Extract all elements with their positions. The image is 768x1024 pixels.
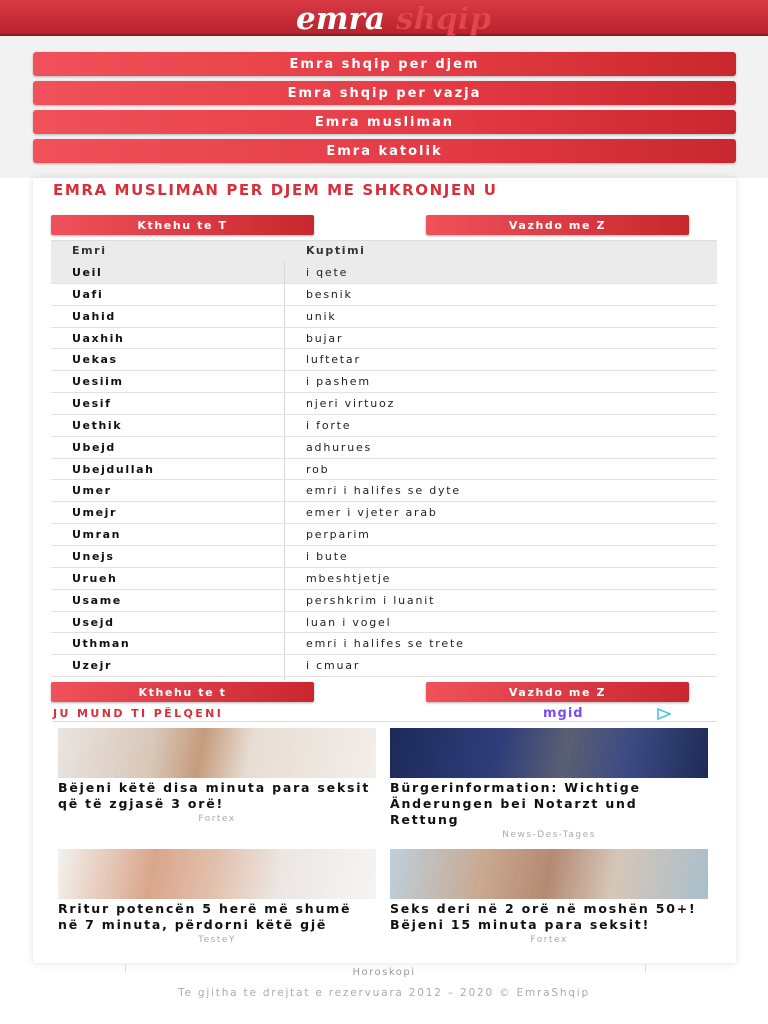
name-cell: Uekas xyxy=(72,353,118,367)
footer-link-horoscope[interactable]: Horoskopi xyxy=(352,967,416,978)
table-row xyxy=(51,590,717,612)
ad-image[interactable] xyxy=(390,728,708,778)
table-row xyxy=(51,612,717,634)
meaning-cell: emri i halifes se dyte xyxy=(306,484,461,498)
ad-card[interactable] xyxy=(58,849,376,945)
table-row xyxy=(51,415,717,437)
table-row xyxy=(51,284,717,306)
table-row xyxy=(51,437,717,459)
table-row xyxy=(51,524,717,546)
name-cell: Uahid xyxy=(72,309,116,323)
ad-source: TesteY xyxy=(198,935,236,945)
category-menu xyxy=(0,36,768,178)
logo-text-shqip: shqip xyxy=(396,1,492,36)
name-cell: Uaxhih xyxy=(72,331,125,345)
table-row xyxy=(51,502,717,524)
name-cell: Usejd xyxy=(72,615,115,629)
ad-card[interactable] xyxy=(390,728,708,840)
name-cell: Ubejdullah xyxy=(72,462,155,476)
ad-title[interactable]: Rritur potencën 5 herë më shumë në 7 minuta, përdorni këtë gjë xyxy=(58,901,352,932)
ad-source: Fortex xyxy=(530,935,568,945)
category-button-catholic[interactable]: Emra katolik xyxy=(33,139,736,163)
column-header-name: Emri xyxy=(72,244,107,257)
names-table xyxy=(51,240,717,673)
back-button-bottom[interactable]: Kthehu te t xyxy=(51,682,314,702)
table-row xyxy=(51,568,717,590)
meaning-cell: njeri virtuoz xyxy=(306,397,396,411)
table-body xyxy=(51,262,717,677)
ad-title[interactable]: Bëjeni këtë disa minuta para seksit që të zgjasë 3 orë! xyxy=(58,780,371,811)
name-cell: Umer xyxy=(72,484,112,498)
next-button-top[interactable]: Vazhdo me Z xyxy=(426,215,689,235)
name-cell: Umejr xyxy=(72,506,118,520)
meaning-cell: i qete xyxy=(306,266,349,279)
ad-image[interactable] xyxy=(58,849,376,899)
name-cell: Umran xyxy=(72,528,122,542)
mgid-logo[interactable]: mgid xyxy=(543,706,584,721)
ad-card[interactable] xyxy=(58,728,376,824)
site-logo[interactable] xyxy=(0,0,768,36)
meaning-cell: i cmuar xyxy=(306,659,361,673)
site-header xyxy=(0,0,768,36)
table-row xyxy=(51,655,717,677)
name-cell: Usame xyxy=(72,593,122,607)
footer-copyright: Te gjitha te drejtat e rezervuara 2012 – 2020 © EmraShqip xyxy=(178,987,590,999)
meaning-cell: i bute xyxy=(306,549,349,563)
table-row xyxy=(51,328,717,350)
category-button-girls[interactable]: Emra shqip per vazja xyxy=(33,81,736,105)
column-header-meaning: Kuptimi xyxy=(306,244,366,257)
table-row xyxy=(51,371,717,393)
table-row xyxy=(51,459,717,481)
table-row xyxy=(51,306,717,328)
table-row xyxy=(51,546,717,568)
category-button-muslim[interactable]: Emra musliman xyxy=(33,110,736,134)
content-card xyxy=(33,178,736,963)
name-cell: Uesif xyxy=(72,397,112,411)
ad-source: News-Des-Tages xyxy=(502,830,596,840)
meaning-cell: mbeshtjetje xyxy=(306,571,392,585)
meaning-cell: emer i vjeter arab xyxy=(306,506,438,520)
recommendations-heading: JU MUND TI PËLQENI xyxy=(53,707,224,720)
table-row xyxy=(51,480,717,502)
ad-source: Fortex xyxy=(198,814,236,824)
ad-image[interactable] xyxy=(58,728,376,778)
name-cell: Urueh xyxy=(72,571,118,585)
meaning-cell: unik xyxy=(306,309,337,323)
meaning-cell: i pashem xyxy=(306,375,371,389)
name-cell: Uethik xyxy=(72,418,123,432)
play-icon xyxy=(657,708,671,720)
back-button-top[interactable]: Kthehu te T xyxy=(51,215,314,235)
table-row xyxy=(51,262,717,284)
name-cell: Ueil xyxy=(72,266,103,279)
ad-title[interactable]: Seks deri në 2 orë në moshën 50+! Bëjeni 15 minuta para seksit! xyxy=(390,901,697,932)
recommendations-divider xyxy=(53,721,717,722)
ad-card[interactable] xyxy=(390,849,708,945)
meaning-cell: besnik xyxy=(306,287,353,301)
name-cell: Uesiim xyxy=(72,375,124,389)
table-row xyxy=(51,349,717,371)
meaning-cell: perparim xyxy=(306,528,371,542)
next-button-bottom[interactable]: Vazhdo me Z xyxy=(426,682,689,702)
meaning-cell: bujar xyxy=(306,331,344,345)
table-row xyxy=(51,633,717,655)
meaning-cell: luftetar xyxy=(306,353,361,367)
name-cell: Uafi xyxy=(72,287,104,301)
name-cell: Uthman xyxy=(72,637,131,651)
meaning-cell: emri i halifes se trete xyxy=(306,637,465,651)
meaning-cell: pershkrim i luanit xyxy=(306,593,436,607)
ad-image[interactable] xyxy=(390,849,708,899)
table-row xyxy=(51,393,717,415)
meaning-cell: i forte xyxy=(306,418,352,432)
ad-title[interactable]: Bürgerinformation: Wichtige Änderungen bei Notarzt und Rettung xyxy=(390,780,641,827)
meaning-cell: luan i vogel xyxy=(306,615,392,629)
name-cell: Uzejr xyxy=(72,659,112,673)
category-button-boys[interactable]: Emra shqip per djem xyxy=(33,52,736,76)
meaning-cell: rob xyxy=(306,462,330,476)
page-title: EMRA MUSLIMAN PER DJEM ME SHKRONJEN U xyxy=(53,181,498,199)
logo-text-emra: emra xyxy=(296,1,385,36)
name-cell: Ubejd xyxy=(72,440,116,454)
name-cell: Unejs xyxy=(72,549,115,563)
meaning-cell: adhurues xyxy=(306,440,373,454)
